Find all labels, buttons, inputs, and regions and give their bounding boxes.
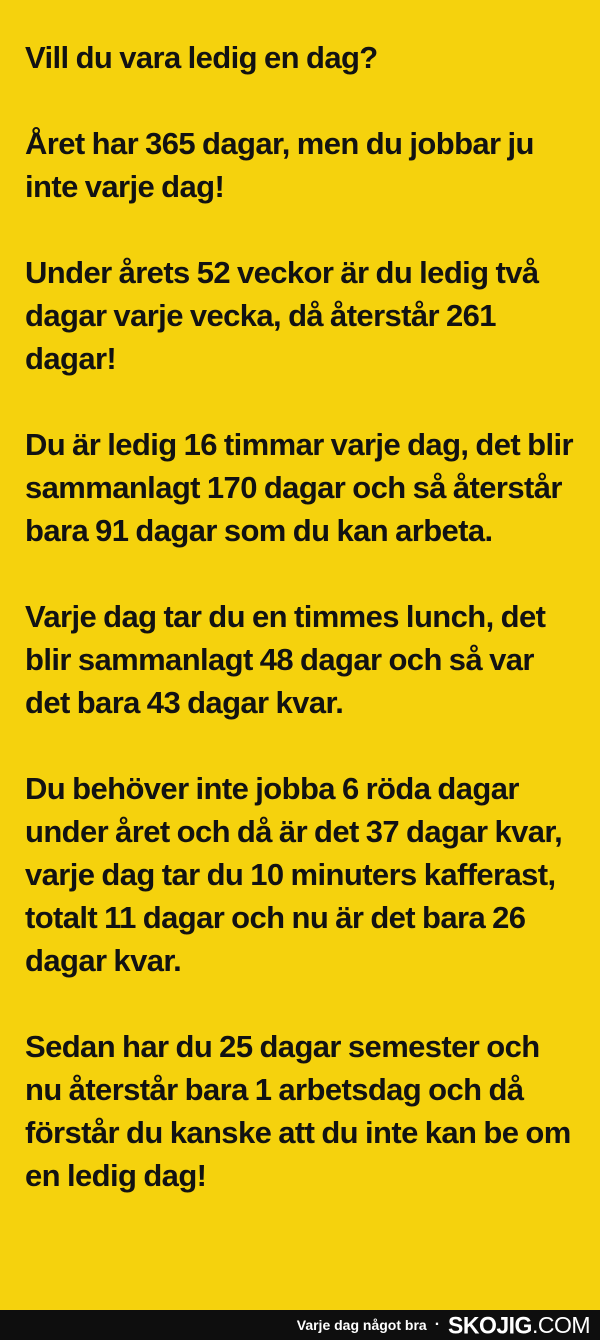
brand-logo [448, 1312, 590, 1339]
paragraph-free-hours: Du är ledig 16 timmar varje dag, det blir sammanlagt 170 dagar och så återstår bara 91 dagar som du kan arbeta. [25, 427, 573, 548]
brand-domain-suffix: .COM [531, 1311, 590, 1338]
paragraph-holidays-coffee: Du behöver inte jobba 6 röda dagar under året och då är det 37 dagar kvar, varje dag tar du 10 minuters kafferast, totalt 11 dagar och nu är det bara 26 dagar kvar. [25, 771, 563, 978]
brand-name: SKOJIG [448, 1310, 532, 1339]
footer-separator-dot: · [434, 1316, 441, 1333]
footer-tagline: Varje dag något bra [296, 1317, 427, 1333]
paragraph-vacation-conclusion: Sedan har du 25 dagar semester och nu återstår bara 1 arbetsdag och då förstår du kanske att du inte kan be om en ledig dag! [25, 1029, 571, 1193]
paragraph-question: Vill du vara ledig en dag? [25, 40, 378, 75]
footer-bar [0, 1310, 600, 1340]
paragraph-weekends: Under årets 52 veckor är du ledig två dagar varje vecka, då återstår 261 dagar! [25, 255, 539, 376]
paragraph-year-days: Året har 365 dagar, men du jobbar ju inte varje dag! [25, 126, 534, 204]
paragraph-lunch: Varje dag tar du en timmes lunch, det blir sammanlagt 48 dagar och så var det bara 43 dagar kvar. [25, 599, 546, 720]
